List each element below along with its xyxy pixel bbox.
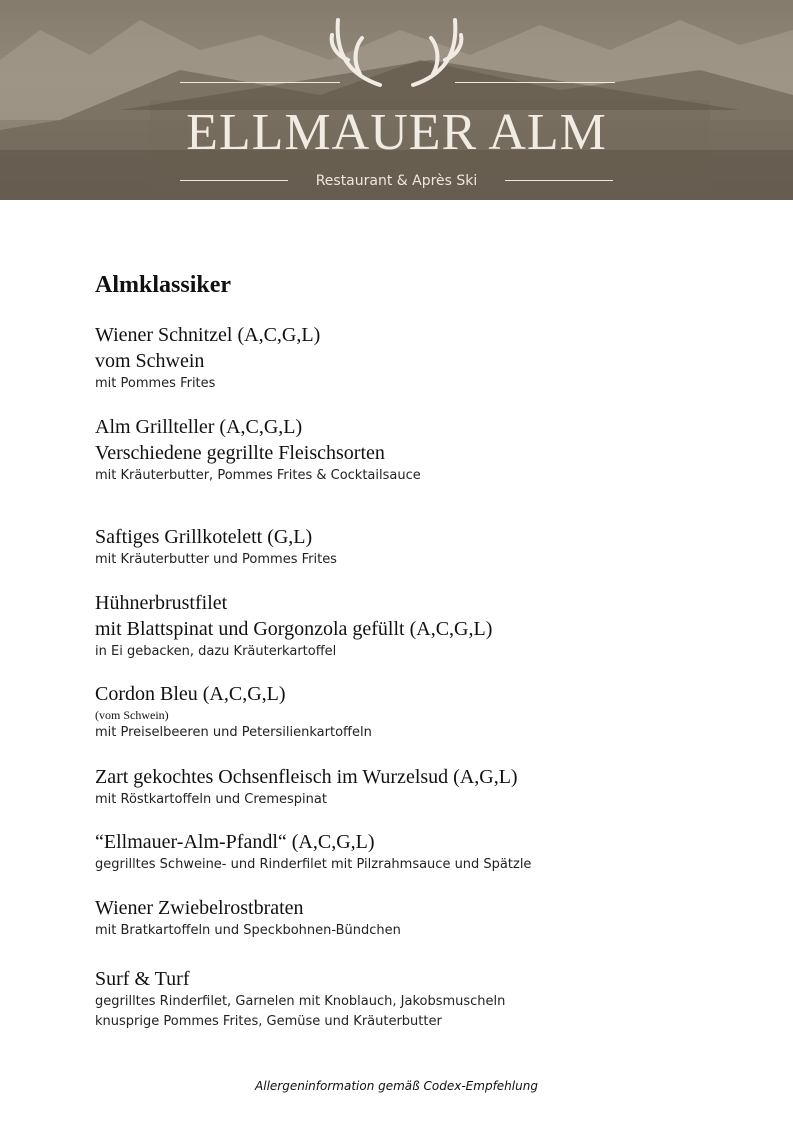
- menu-item: [95, 829, 755, 875]
- menu-item: [95, 681, 755, 743]
- brand-name: ELLMAUER ALM: [186, 104, 607, 161]
- dish-description: in Ei gebacken, dazu Kräuterkartoffel: [95, 644, 337, 659]
- logo: [0, 0, 793, 200]
- dish-description: gegrilltes Rinderfilet, Garnelen mit Knoblauch, Jakobsmuscheln: [95, 994, 506, 1009]
- menu-item: [95, 764, 755, 810]
- dish-name: Wiener Zwiebelrostbraten: [95, 897, 304, 919]
- dish-description: mit Röstkartoffeln und Cremespinat: [95, 792, 327, 807]
- dish-description: mit Pommes Frites: [95, 376, 216, 391]
- allergen-footer: Allergeninformation gemäß Codex-Empfehlung: [255, 1079, 538, 1093]
- dish-name: vom Schwein: [95, 350, 205, 372]
- dish-description: mit Kräuterbutter und Pommes Frites: [95, 552, 337, 567]
- menu-item: [95, 590, 755, 662]
- menu-item: [95, 414, 755, 486]
- dish-name: Hühnerbrustfilet: [95, 592, 228, 614]
- dish-description: mit Preiselbeeren und Petersilienkartoffeln: [95, 725, 372, 740]
- dish-description: mit Bratkartoffeln und Speckbohnen-Bündchen: [95, 923, 401, 938]
- dish-name: Wiener Schnitzel (A,C,G,L): [95, 324, 321, 346]
- divider-line: [455, 82, 615, 83]
- menu-item: [95, 322, 755, 394]
- dish-name: Surf & Turf: [95, 968, 190, 990]
- menu-item: [95, 966, 755, 1032]
- antlers-icon: [0, 0, 793, 200]
- header-banner: [0, 0, 793, 200]
- menu-item: [95, 895, 755, 941]
- divider-line: [505, 180, 613, 181]
- dish-description: mit Kräuterbutter, Pommes Frites & Cocktailsauce: [95, 468, 421, 483]
- dish-name: “Ellmauer-Alm-Pfandl“ (A,C,G,L): [95, 831, 375, 853]
- menu-item: [95, 524, 755, 570]
- section-title: Almklassiker: [95, 272, 232, 298]
- dish-description: gegrilltes Schweine- und Rinderfilet mit Pilzrahmsauce und Spätzle: [95, 857, 532, 872]
- divider-line: [180, 82, 340, 83]
- dish-name: Alm Grillteller (A,C,G,L): [95, 416, 303, 438]
- dish-name: Zart gekochtes Ochsenfleisch im Wurzelsud (A,G,L): [95, 766, 518, 788]
- subtitle-row: [180, 171, 613, 191]
- dish-description: knusprige Pommes Frites, Gemüse und Kräuterbutter: [95, 1014, 442, 1029]
- dish-name: Cordon Bleu (A,C,G,L): [95, 683, 286, 705]
- brand-subtitle: Restaurant & Après Ski: [315, 173, 478, 189]
- dish-name: Saftiges Grillkotelett (G,L): [95, 526, 313, 548]
- dish-name: Verschiedene gegrillte Fleischsorten: [95, 442, 385, 464]
- dish-note: (vom Schwein): [95, 708, 169, 722]
- dish-name: mit Blattspinat und Gorgonzola gefüllt (A,C,G,L): [95, 618, 493, 640]
